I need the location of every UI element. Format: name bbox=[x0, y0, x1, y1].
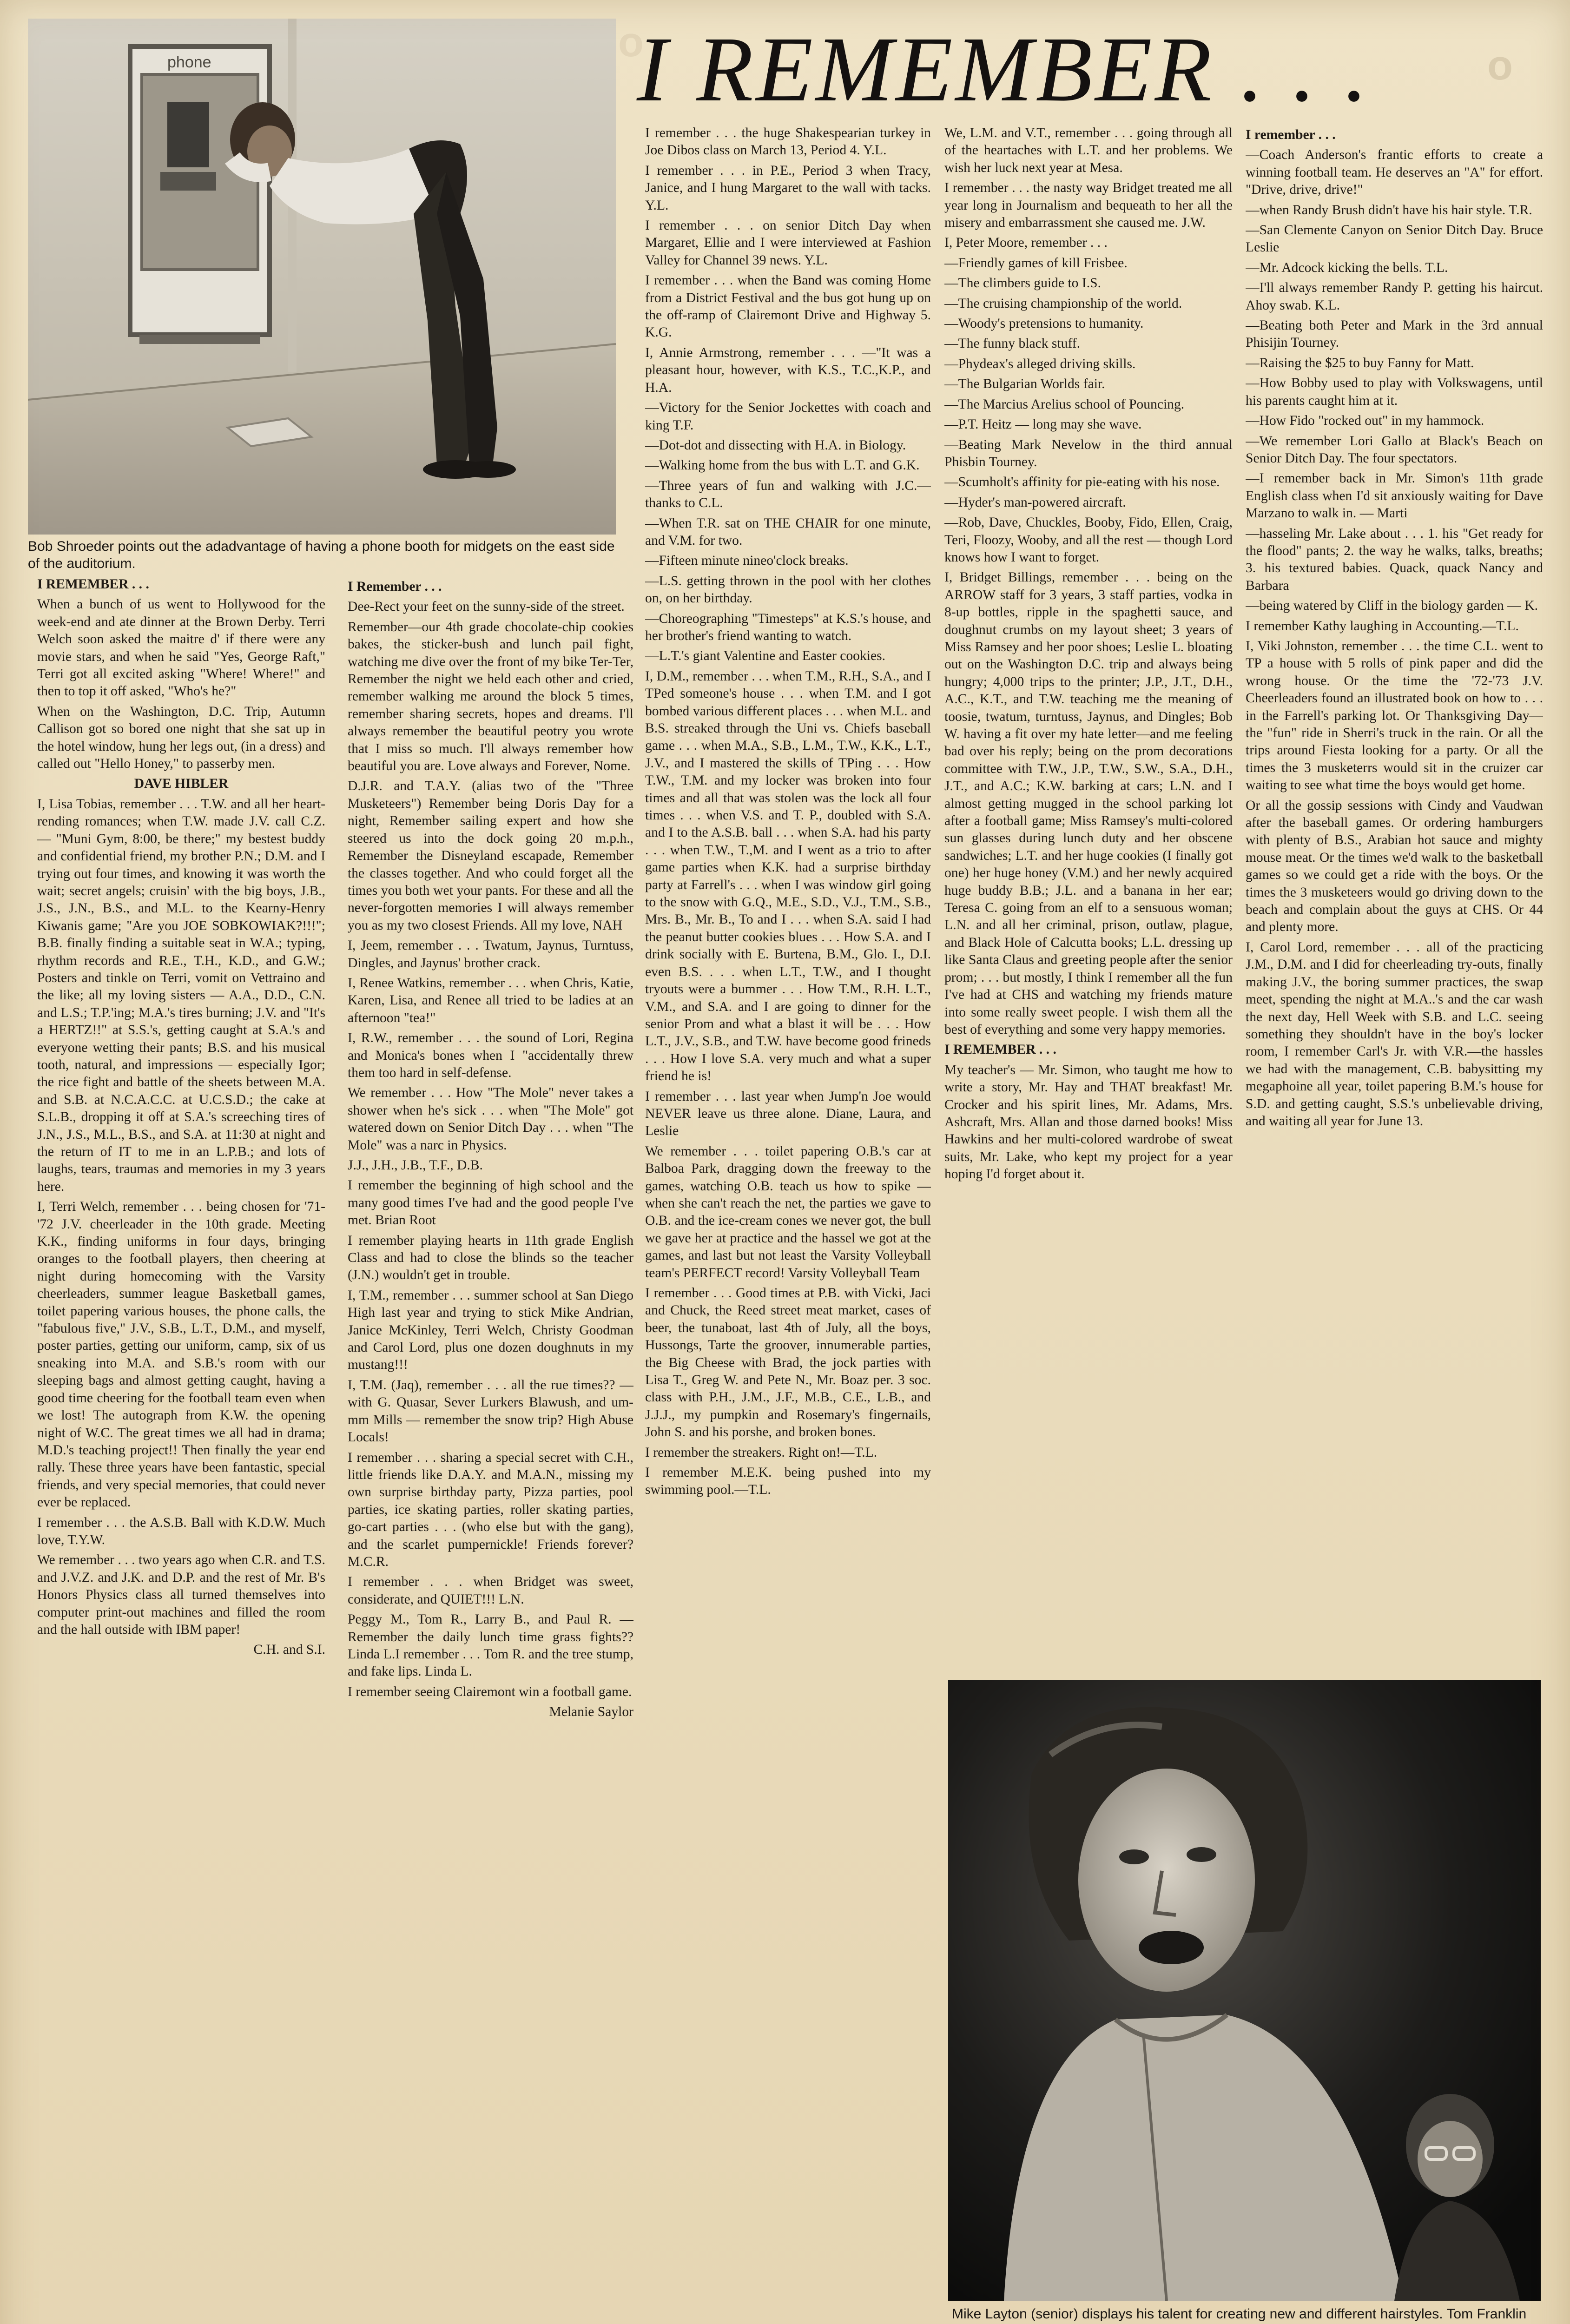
memory-paragraph: I remember the streakers. Right on!—T.L. bbox=[645, 1445, 877, 1460]
memory-paragraph: —The cruising championship of the world. bbox=[944, 296, 1182, 311]
memory-paragraph: I remember . . . last year when Jump'n Joe would NEVER leave us three alone. Diane, Laura, and Leslie bbox=[645, 1089, 931, 1139]
memory-paragraph: I, D.M., remember . . . when T.M., R.H., S.A., and I TPed someone's house . . . when T.M. and I got bombed various different places . . . when M.L. and B.S. streaked through the Uni vs. Chiefs baseball game . . . when M.A., S.B., L.M., T.W., K.K., L.T., J.V., and I mastered the skills of TPing . . . How T.W., T.M. and my locker was broken into four times and all that was stolen was the lock all four times . . . when V.S. and T. P., doubled with S.A. and I to the A.S.B. ball . . . when S.A. had his party . . . when T.W., T.,M. and I went as a trio to after game parties when K.K. had a surprise birthday party at Farrell's . . . when I was window girl going to the snow with G.Q., M.E., S.D., V.J., T.M., S.B., Mrs. B., Mr. B., To and I . . . when S.A. said I had the peanut butter cookies blues . . . How S.A. and I drink socially with E. Burtena, B.M., Glo. I., D.I. even B.S. . . . when L.T., T.W., and I thought tryouts were a bummer . . . How T.M., R.H. L.T., V.M., and S.A. and I are going to dinner for the senior Prom and what a blast it will be . . . How L.T., J.V., S.B., and T.W. have become good frineds . . . How I love S.A. very much and what a super friend he is! bbox=[645, 668, 931, 1084]
memory-paragraph: —The funny black stuff. bbox=[944, 336, 1081, 351]
memory-paragraph: —Beating Mark Nevelow in the third annual Phisbin Tourney. bbox=[944, 437, 1233, 469]
section-heading: I remember . . . bbox=[1246, 127, 1336, 142]
memory-paragraph: I remember . . . in P.E., Period 3 when Tracy, Janice, and I hung Margaret to the wall with tacks. Y.L. bbox=[645, 163, 931, 213]
memory-paragraph: Dee-Rect your feet on the sunny-side of the street. bbox=[348, 599, 625, 614]
memory-paragraph: J.J., J.H., J.B., T.F., D.B. bbox=[348, 1158, 483, 1173]
memory-paragraph: —I remember back in Mr. Simon's 11th grade English class when I'd sit anxiously waiting for Dave Marzano to walk in. — Marti bbox=[1246, 471, 1543, 521]
memory-paragraph: —Beating both Peter and Mark in the 3rd annual Phisijin Tourney. bbox=[1246, 318, 1543, 350]
memory-paragraph: I, T.M., remember . . . summer school at San Diego High last year and trying to stick Mike Andrian, Janice McKinley, Terri Welch, Christy Goodman and Carol Lord, plus one dozen doughnuts in my mustang!!! bbox=[348, 1287, 633, 1373]
memory-paragraph: I, Peter Moore, remember . . . bbox=[944, 235, 1108, 251]
memory-paragraph: —hasseling Mr. Lake about . . . 1. his "Get ready for the flood" pants; 2. the way he walks, talks, breaths; 3. his textured babies. Quack, quack Nancy and Barbara bbox=[1246, 526, 1543, 593]
memory-paragraph: —Rob, Dave, Chuckles, Booby, Fido, Ellen, Craig, Teri, Floozy, Wooby, and all the rest — though Lord knows how I want to forget. bbox=[944, 515, 1233, 565]
hairstyle-illustration bbox=[948, 1680, 1541, 2301]
memory-paragraph: —How Bobby used to play with Volkswagens, until his parents caught him at it. bbox=[1246, 376, 1543, 408]
signature: DAVE HIBLER bbox=[134, 776, 229, 792]
memory-paragraph: D.J.R. and T.A.Y. (alias two of the "Three Musketeers") Remember being Doris Day for a night, Remember sailing expert and how she steered us into the dock going 20 m.p.h., Remember the Disneyland escapade, Remember the classes together. And who could forget all the times you both wet your pants. For these and all the never-forgotten memories I will always remember you as my two closest Friends. All my love, NAH bbox=[348, 779, 633, 933]
signature: C.H. and S.I. bbox=[253, 1642, 325, 1657]
photo1-caption: Bob Shroeder points out the adadvantage of having a phone booth for midgets on the east side of the auditorium. bbox=[28, 539, 615, 571]
bleed-through-text: o bbox=[618, 19, 644, 66]
memory-paragraph: —L.S. getting thrown in the pool with her clothes on, on her birthday. bbox=[645, 573, 931, 606]
memory-paragraph: —Hyder's man-powered aircraft. bbox=[944, 495, 1126, 510]
memory-paragraph: I remember . . . when the Band was coming Home from a District Festival and the bus got hung up on the off-ramp of Clairemont Drive and Highway 5. K.G. bbox=[645, 273, 931, 340]
memory-paragraph: We remember . . . How "The Mole" never takes a shower when he's sick . . . when "The Mole" got watered down on Senior Ditch Day . . . when "The Mole" was a narc in Physics. bbox=[348, 1085, 633, 1153]
memory-paragraph: —San Clemente Canyon on Senior Ditch Day. Bruce Leslie bbox=[1246, 223, 1543, 255]
signature: Melanie Saylor bbox=[549, 1704, 633, 1720]
memory-paragraph: We remember . . . two years ago when C.R. and T.S. and J.V.Z. and J.K. and D.P. and the rest of Mr. B's Honors Physics class all turned themselves into computer print-out machines and filled the room and the hall outside with IBM paper! bbox=[37, 1552, 325, 1637]
memory-paragraph: I remember . . . the A.S.B. Ball with K.D.W. Much love, T.Y.W. bbox=[37, 1515, 325, 1547]
article-column-5 bbox=[1246, 125, 1543, 1679]
memory-paragraph: —Walking home from the bus with L.T. and G.K. bbox=[645, 458, 920, 473]
memory-paragraph: I remember seeing Clairemont win a football game. bbox=[348, 1684, 632, 1699]
memory-paragraph: —Woody's pretensions to humanity. bbox=[944, 316, 1144, 331]
memory-paragraph: —I'll always remember Randy P. getting his haircut. Ahoy swab. K.L. bbox=[1246, 280, 1543, 313]
bleed-through-text: o bbox=[1487, 42, 1513, 89]
memory-paragraph: —L.T.'s giant Valentine and Easter cookies. bbox=[645, 648, 886, 664]
memory-paragraph: I remember Kathy laughing in Accounting.—T.L. bbox=[1246, 618, 1519, 634]
phone-booth-illustration bbox=[28, 19, 616, 535]
memory-paragraph: —Scumholt's affinity for pie-eating with his nose. bbox=[944, 475, 1220, 490]
photo-hairstyle bbox=[948, 1680, 1541, 2301]
article-column-1 bbox=[37, 574, 325, 2324]
section-heading: I REMEMBER . . . bbox=[37, 577, 149, 592]
memory-paragraph: Peggy M., Tom R., Larry B., and Paul R. — Remember the daily lunch time grass fights?? Linda L.I remember . . . Tom R. and the tree stump, and fake lips. Linda L. bbox=[348, 1612, 633, 1679]
memory-paragraph: —Coach Anderson's frantic efforts to create a winning football team. He deserves an "A" for effort. "Drive, drive, drive!" bbox=[1246, 147, 1543, 198]
memory-paragraph: I, Lisa Tobias, remember . . . T.W. and all her heart-rending romances; when T.W. made J.V. call C.Z. — "Muni Gym, 8:00, be there;" my bestest buddy and confidential friend, my brother P.N.; D.M. and I trying out four times, and knowing it was worth the wait; secret angels; cruisin' with the big boys, J.B., J.S., J.N., B.S., and M.L. to the Kearny-Henry Kiwanis game; "Are you JOE SOBKOWIAK?!!!"; B.B. finally finding a suitable seat in W.A.; typing, rhythm records and R.E., T.H., K.D., and G.W.; Posters and tinkle on Terri, vomit on Vettraino and the like; all my loving sisters — A.A., D.D., C.N. and L.S.; T.P.'ing; M.A.'s tires burning; J.V. and "It's a HERTZ!!" at S.S.'s, getting caught at S.A.'s and everyone wetting their pants; B.S. and his musical tooth, natural, and impressions — especially Igor; the rice fight and battle of the sheets between M.A. and S.B. at N.C.A.C.C. at U.C.S.D.; the cake at S.L.B., dropping it off at S.A.'s screeching tires of J.N., J.S., M.L., B.S., and S.A. at 11:30 at night and the return of IT to me in an L.P.B.; and lots of laughs, tears, traumas and memories in my 3 years here. bbox=[37, 796, 325, 1194]
memory-paragraph: —How Fido "rocked out" in my hammock. bbox=[1246, 413, 1484, 429]
memory-paragraph: Remember—our 4th grade chocolate-chip cookies bakes, the sticker-bush and lunch pail fight, watching me dive over the front of my bike Ter-Ter, Remember the night we held each other and cried, remember walking me around the block 5 times, remember sharing secrets, hopes and dreams. I'll always remember the beautiful peotry you wrote that I miss so much. I'll always remember how beautiful you are. Love always and Forever, Nome. bbox=[348, 619, 633, 774]
memory-paragraph: I, T.M. (Jaq), remember . . . all the rue times?? — with G. Quasar, Sever Lurkers Blawush, and um-mm Mills — remember the snow trip? High Abuse Locals! bbox=[348, 1377, 633, 1445]
memory-paragraph: When on the Washington, D.C. Trip, Autumn Callison got so bored one night that she sat up in the hotel window, hung her legs out, (in a dress) and called out "Hello Honey," to passerby men. bbox=[37, 704, 325, 772]
page-title: I REMEMBER . . . bbox=[637, 18, 1371, 121]
memory-paragraph: I remember playing hearts in 11th grade English Class and had to close the blinds so the teacher (J.N.) wouldn't get in trouble. bbox=[348, 1233, 633, 1283]
memory-paragraph: I remember . . . the nasty way Bridget treated me all year long in Journalism and bequeath to her all the misery and embarrassment she caused me. J.W. bbox=[944, 180, 1233, 231]
memory-paragraph: —Dot-dot and dissecting with H.A. in Biology. bbox=[645, 437, 906, 453]
memory-paragraph: Or all the gossip sessions with Cindy and Vaudwan after the baseball games. Or ordering hamburgers with plenty of B.S., Arabian hot sauce and mighty mouse meat. Or the times we'd walk to the basketball games so we could get a ride with the boys. Or the times the 3 musketeers would go driving down to the beach and complain about the guys at CHS. Or 44 and plenty more. bbox=[1246, 798, 1543, 935]
memory-paragraph: —The climbers guide to I.S. bbox=[944, 276, 1101, 291]
memory-paragraph: I remember the beginning of high school and the many good times I've had and the good people I've met. Brian Root bbox=[348, 1178, 633, 1228]
memory-paragraph: I remember . . . on senior Ditch Day when Margaret, Ellie and I were interviewed at Fashion Valley for Channel 39 news. Y.L. bbox=[645, 218, 931, 268]
memory-paragraph: —The Marcius Arelius school of Pouncing. bbox=[944, 396, 1185, 412]
booth-sign-text: phone bbox=[167, 53, 211, 71]
memory-paragraph: We remember . . . toilet papering O.B.'s car at Balboa Park, dragging down the freeway to the games, watching O.B. teach us how to spike — when she can't reach the net, the parties we gave to O.B. and the ice-cream cones we never got, the bull we gave her at practice and the hassel we got at the games, and last but not least the Varsity Volleyball team's PERFECT record! Varsity Volleyball Team bbox=[645, 1143, 931, 1281]
memory-paragraph: I remember . . . Good times at P.B. with Vicki, Jaci and Chuck, the Reed street meat market, cases of beer, the tunaboat, last 4th of July, all the boys, Hussongs, Tarte the groover, innumerable parties, the Big Cheese with Brad, the jock parties with Lisa T., Greg W. and Pete N., Mr. Boaz per. 3 soc. class with P.H., J.M., J.F., M.B., C.E., L.B., and J.J.J., my pumpkin and Rosemary's fingernails, John S. and his porshe, and broken bones. bbox=[645, 1286, 931, 1440]
memory-paragraph: —When T.R. sat on THE CHAIR for one minute, and V.M. for two. bbox=[645, 515, 931, 548]
memory-paragraph: I remember . . . the huge Shakespearian turkey in Joe Dibos class on March 13, Period 4. Y.L. bbox=[645, 125, 931, 158]
article-column-3 bbox=[645, 125, 931, 2324]
memory-paragraph: —Choreographing "Timesteps" at K.S.'s house, and her brother's friend wanting to watch. bbox=[645, 611, 931, 643]
memory-paragraph: I remember . . . when Bridget was sweet, considerate, and QUIET!!! L.N. bbox=[348, 1574, 633, 1607]
memory-paragraph: —Mr. Adcock kicking the bells. T.L. bbox=[1246, 260, 1448, 275]
photo2-caption: Mike Layton (senior) displays his talent for creating new and different hairstyles. Tom Franklin bbox=[952, 2306, 1527, 2322]
article-column-2 bbox=[348, 576, 633, 2324]
memory-paragraph: My teacher's — Mr. Simon, who taught me how to write a story, Mr. Hay and THAT breakfast! Mr. Crocker and his spirit lines, Mr. Adams, Mrs. Ashcraft, Mrs. Allan and those darned books! Miss Hawkins and her multi-colored wardrobe of sweat suits, Mr. Lake, who kept my project for a year hoping I'd forget about it. bbox=[944, 1062, 1233, 1182]
memory-paragraph: —P.T. Heitz — long may she wave. bbox=[944, 417, 1142, 432]
memory-paragraph: —Fifteen minute nineo'clock breaks. bbox=[645, 553, 849, 568]
memory-paragraph: —Phydeax's alleged driving skills. bbox=[944, 356, 1136, 371]
memory-paragraph: I, Viki Johnston, remember . . . the time C.L. went to TP a house with 5 rolls of pink paper and did the wrong house. Or the time the '72-'73 J.V. Cheerleaders found an illustrated book on how to . . . in the Farrell's parking lot. Or Thanksgiving Day—the "fun" ride in Sherri's truck in the rain. Or all the trips around Fiesta looking for a party. Or all the times the 3 musketerrs would sit in the cruizer car waiting to see what time the boys would get home. bbox=[1246, 638, 1543, 793]
memory-paragraph: —Raising the $25 to buy Fanny for Matt. bbox=[1246, 355, 1474, 370]
memory-paragraph: —Three years of fun and walking with J.C.—thanks to C.L. bbox=[645, 478, 931, 511]
memory-paragraph: We, L.M. and V.T., remember . . . going through all of the heartaches with L.T. and her problems. We wish her luck next year at Mesa. bbox=[944, 125, 1233, 175]
memory-paragraph: I, R.W., remember . . . the sound of Lori, Regina and Monica's bones when I "accidentally threw them too hard in self-defense. bbox=[348, 1030, 633, 1080]
memory-paragraph: I, Renee Watkins, remember . . . when Chris, Katie, Karen, Lisa, and Renee all tried to be ladies at an afternoon "tea!" bbox=[348, 975, 633, 1025]
memory-paragraph: —being watered by Cliff in the biology garden — K. bbox=[1246, 598, 1538, 614]
memory-paragraph: I, Jeem, remember . . . Twatum, Jaynus, Turntuss, Dingles, and Jaynus' brother crack. bbox=[348, 938, 633, 971]
section-heading: I REMEMBER . . . bbox=[944, 1042, 1056, 1057]
memory-paragraph: —The Bulgarian Worlds fair. bbox=[944, 376, 1105, 392]
memory-paragraph: —Friendly games of kill Frisbee. bbox=[944, 255, 1128, 271]
memory-paragraph: When a bunch of us went to Hollywood for the week-end and ate dinner at the Brown Derby. Terri Welch soon asked the maitre d' if there were any movie stars, and when he said "Yes, George Raft," Terri got all excited asking "Where! Where!" and then to top it off asked, "Who's he?" bbox=[37, 597, 325, 699]
photo-phone-booth bbox=[28, 19, 616, 535]
article-column-4 bbox=[944, 125, 1233, 1679]
memory-paragraph: —We remember Lori Gallo at Black's Beach on Senior Ditch Day. The four spectators. bbox=[1246, 433, 1543, 466]
memory-paragraph: I remember . . . sharing a special secret with C.H., little friends like D.A.Y. and M.A.N., missing my own surprise birthday party, Pizza parties, pool parties, ice skating parties, roller skating parties, go-cart parties . . . (who else but with the gang), and the scarlet pumpernickle! Friends forever? M.C.R. bbox=[348, 1450, 633, 1569]
memory-paragraph: I, Annie Armstrong, remember . . . —"It was a pleasant hour, however, with K.S., T.C.,K.P., and H.A. bbox=[645, 345, 931, 395]
memory-paragraph: I remember M.E.K. being pushed into my swimming pool.—T.L. bbox=[645, 1465, 931, 1498]
memory-paragraph: I, Bridget Billings, remember . . . being on the ARROW staff for 3 years, 3 staff parties, vodka in 8-up bottles, ripple in the spaghetti sauce, and doughnut crumbs on my layout sheet; 3 years of Miss Ramsey and her poor shoes; Leslie L. bloating out on the Washington D.C. trip and always being hungry; 4,000 trips to the printer; J.P., J.T., D.H., A.C., K.T., and T.W. teaching me the meaning of toosie, twatum, turntuss, Jaynus, and Dingles; Bob W. having a fit over my hate letter—and me feeling bad over his reply; being on the prom decorations committee with T.W., J.P., T.W., S.W., S.A., D.H., J.T., and A.C.; K.W. barking at cars; L.N. and I almost getting mugged in the school parking lot after a football game; Miss Ramsey's multi-colored sun glasses during lunch duty and her obscene sandwiches; L.T. and her huge cookies (I finally got one) her huge honey (V.M.) and her newly acquired huge buddy B.B.; J.L. and a banana in her ear; Teresa C. going from an elf to a sensuous woman; L.N. and all her criminal, prison, outlaw, plague, and Black Hole of Calcutta books; L.L. dressing up like Santa Claus and greeting people after the senior prom; . . . but mostly, I think I remember all the fun I've had at CHS and watching my friends mature into some really sweet people. I wish them all the best of everything and some very happy memories. bbox=[944, 570, 1233, 1037]
memory-paragraph: —Victory for the Senior Jockettes with coach and king T.F. bbox=[645, 400, 931, 433]
memory-paragraph: I, Terri Welch, remember . . . being chosen for '71-'72 J.V. cheerleader in the 10th grade. Meeting K.K., finding uniforms in four days, bringing oranges to the football players, then cheering at night during homecoming with the Varsity cheerleaders, summer league Basketball games, toilet papering various houses, the phone calls, the "fabulous five," J.V., S.B., L.T., D.M., and myself, poster parties, getting our uniform, camp, six of us sneaking into M.A. and S.B.'s room with our sleeping bags and almost getting caught, having a good time cheering for the football team even when we lost! The autograph from K.W. the opening night of W.C. The great times we all had in drama; M.D.'s teaching project!! Then finally the year end rally. These three years have been fantastic, special friends, and very special memories, that could never ever be replaced. bbox=[37, 1199, 325, 1510]
memory-paragraph: I, Carol Lord, remember . . . all of the practicing J.M., D.M. and I did for cheerleading try-outs, finally making J.V., the boring summer practices, the swap meet, spending the night at M.A..'s and the car wash the next day, Hell Week with S.B. and L.C. seeing something they shouldn't have in the boy's locker room, I remember Carl's Jr. with V.R.—the hassles we had with the management, C.B. babysitting my megaphoine all year, toilet papering B.M.'s house for S.D. and getting caught, S.S.'s unbelievable driving, and waiting all year for June 13. bbox=[1246, 939, 1543, 1129]
memory-paragraph: —when Randy Brush didn't have his hair style. T.R. bbox=[1246, 202, 1532, 218]
section-heading: I Remember . . . bbox=[348, 579, 442, 594]
